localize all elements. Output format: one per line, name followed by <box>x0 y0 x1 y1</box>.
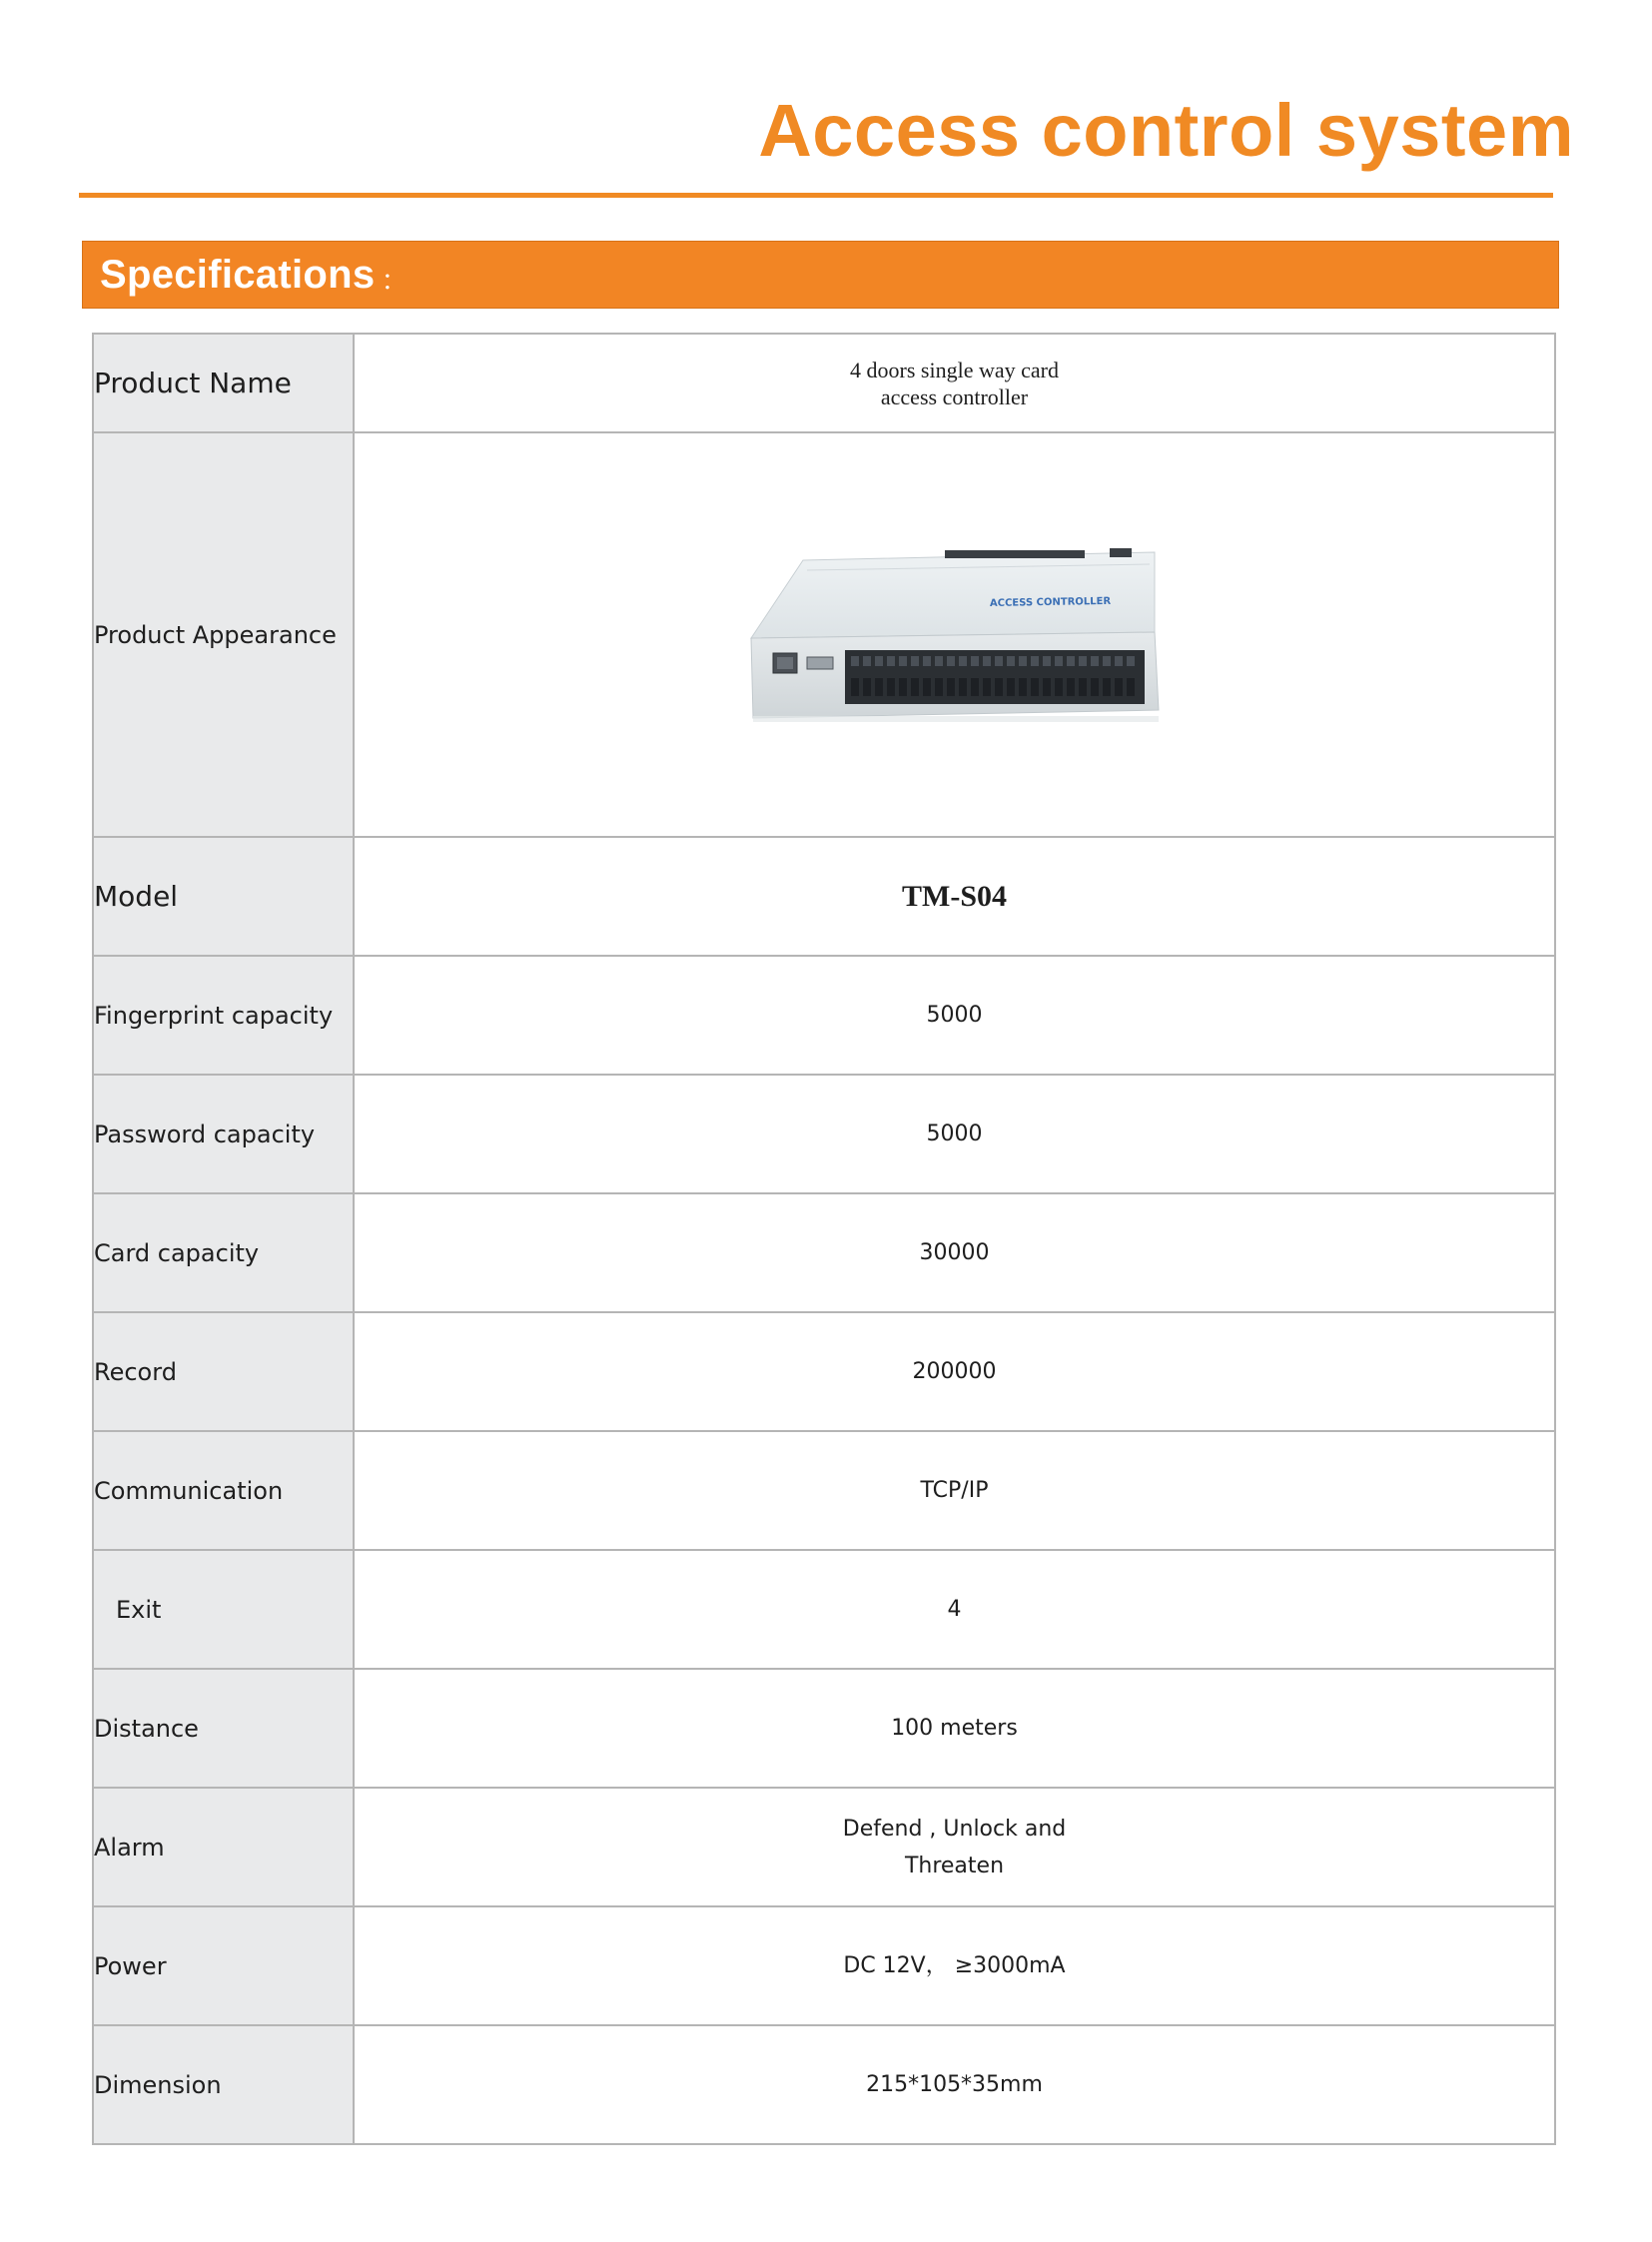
spec-key-model: Model <box>93 837 354 956</box>
table-row-model <box>93 837 1555 956</box>
table-row-distance <box>93 1669 1555 1788</box>
table-row-dimension <box>93 2025 1555 2144</box>
spec-value-record: 200000 <box>354 1312 1555 1431</box>
spec-key-card: Card capacity <box>93 1193 354 1312</box>
spec-key-product-name: Product Name <box>93 334 354 432</box>
spec-value-model: TM-S04 <box>354 837 1555 956</box>
section-colon: ： <box>381 265 410 296</box>
specifications-table <box>92 333 1556 2145</box>
table-row-card <box>93 1193 1555 1312</box>
spec-value-power: DC 12V， ≥3000mA <box>354 1906 1555 2025</box>
spec-value-password: 5000 <box>354 1075 1555 1193</box>
spec-value-appearance <box>354 432 1555 837</box>
spec-value-card: 30000 <box>354 1193 1555 1312</box>
spec-value-exit: 4 <box>354 1550 1555 1669</box>
spec-key-password: Password capacity <box>93 1075 354 1193</box>
access-controller-device-image <box>745 540 1165 730</box>
table-row-fingerprint <box>93 956 1555 1075</box>
table-row-power <box>93 1906 1555 2025</box>
table-row-alarm <box>93 1788 1555 1906</box>
spec-key-power: Power <box>93 1906 354 2025</box>
spec-key-fingerprint: Fingerprint capacity <box>93 956 354 1075</box>
spec-key-exit: Exit <box>93 1550 354 1669</box>
table-row-exit <box>93 1550 1555 1669</box>
table-row-communication <box>93 1431 1555 1550</box>
spec-value-distance: 100 meters <box>354 1669 1555 1788</box>
spec-key-alarm: Alarm <box>93 1788 354 1906</box>
spec-value-product-name: 4 doors single way card access controller <box>354 334 1555 432</box>
section-title: Specifications <box>100 252 376 297</box>
spec-value-fingerprint: 5000 <box>354 956 1555 1075</box>
spec-key-dimension: Dimension <box>93 2025 354 2144</box>
spec-key-record: Record <box>93 1312 354 1431</box>
spec-value-communication: TCP/IP <box>354 1431 1555 1550</box>
spec-value-alarm: Defend , Unlock and Threaten <box>354 1788 1555 1906</box>
spec-key-appearance: Product Appearance <box>93 432 354 837</box>
table-row-product-name <box>93 334 1555 432</box>
table-row-record <box>93 1312 1555 1431</box>
spec-key-distance: Distance <box>93 1669 354 1788</box>
page-title: Access control system <box>758 89 1574 172</box>
table-row-appearance <box>93 432 1555 837</box>
device-label: ACCESS CONTROLLER <box>989 595 1111 609</box>
spec-value-dimension: 215*105*35mm <box>354 2025 1555 2144</box>
title-underline <box>79 193 1553 198</box>
spec-key-communication: Communication <box>93 1431 354 1550</box>
section-header <box>82 241 1559 309</box>
table-row-password <box>93 1075 1555 1193</box>
